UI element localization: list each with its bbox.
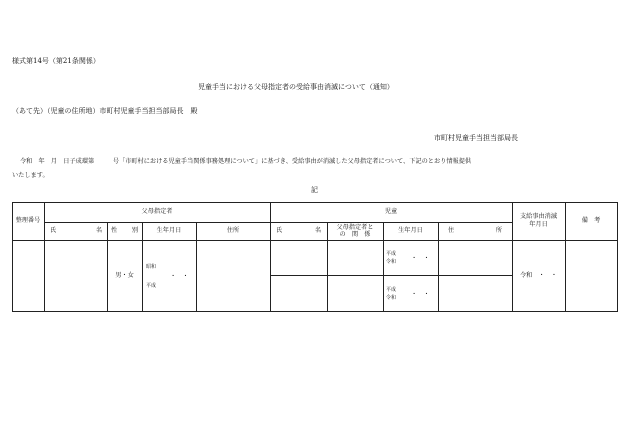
child1-era-heisei: 平成	[386, 251, 397, 257]
header-child-group: 児童	[384, 208, 398, 215]
child2-era-reiwa: 令和	[386, 295, 397, 301]
header-parent-sex-b: 別	[131, 227, 138, 234]
sender: 市町村児童手当担当部局長	[434, 134, 518, 142]
ki-heading: 記	[311, 186, 318, 194]
header-parent-birth: 生年月日	[156, 227, 182, 234]
document-title: 児童手当における父母指定者の受給事由消滅について（通知）	[198, 83, 394, 91]
body-text-line1: 令和 年 月 日子成環第 号「市町村における児童手当関係事務処理について」に基づき、受給事由が消滅した父母指定者について、下記のとおり情報提供	[20, 158, 472, 165]
addressee: （あて先）（児童の住所地）市町村児童手当担当部局長 殿	[12, 107, 198, 115]
info-table	[12, 202, 618, 312]
child2-era-heisei: 平成	[386, 287, 397, 293]
header-parent-sex	[111, 222, 138, 240]
form-number: 様式第14号（第21条関係）	[12, 57, 100, 65]
header-parent-name	[50, 222, 102, 240]
reason-date-value: 令和 ・ ・	[519, 271, 558, 279]
header-child-name	[276, 222, 321, 240]
child1-birth-dots: ・ ・	[411, 255, 430, 262]
header-parent-sex-a: 性	[111, 227, 118, 234]
header-parent-address: 住所	[226, 227, 240, 234]
header-reason-line2: 年月日	[529, 221, 548, 228]
header-child-address-a: 住	[448, 227, 455, 234]
parent-era-showa: 昭和	[146, 264, 157, 270]
header-child-relation-line2: の 関 係	[339, 231, 371, 238]
header-parent-name-a: 氏	[50, 227, 57, 234]
body-text-line2: いたします。	[12, 172, 49, 179]
header-child-address-b: 所	[495, 227, 502, 234]
header-reason-line1: 支給事由消滅	[519, 213, 558, 220]
header-number: 整理番号	[15, 217, 41, 224]
header-reason	[512, 206, 565, 236]
header-child-address	[448, 222, 502, 240]
parent-era-heisei: 平成	[146, 283, 157, 289]
header-child-name-a: 氏	[276, 227, 283, 234]
header-child-name-b: 名	[314, 227, 321, 234]
header-child-birth: 生年月日	[398, 227, 423, 234]
parent-sex-value: 男・女	[115, 271, 134, 279]
child2-birth-dots: ・ ・	[411, 291, 430, 298]
header-remarks: 備 考	[581, 217, 601, 224]
parent-birth-dots: ・ ・	[170, 273, 189, 280]
header-parent-group: 父母指定者	[141, 208, 173, 215]
header-parent-name-b: 名	[95, 227, 102, 234]
child1-era-reiwa: 令和	[386, 259, 397, 265]
header-child-relation-line1: 父母指定者と	[336, 224, 374, 231]
header-child-relation	[327, 222, 383, 240]
